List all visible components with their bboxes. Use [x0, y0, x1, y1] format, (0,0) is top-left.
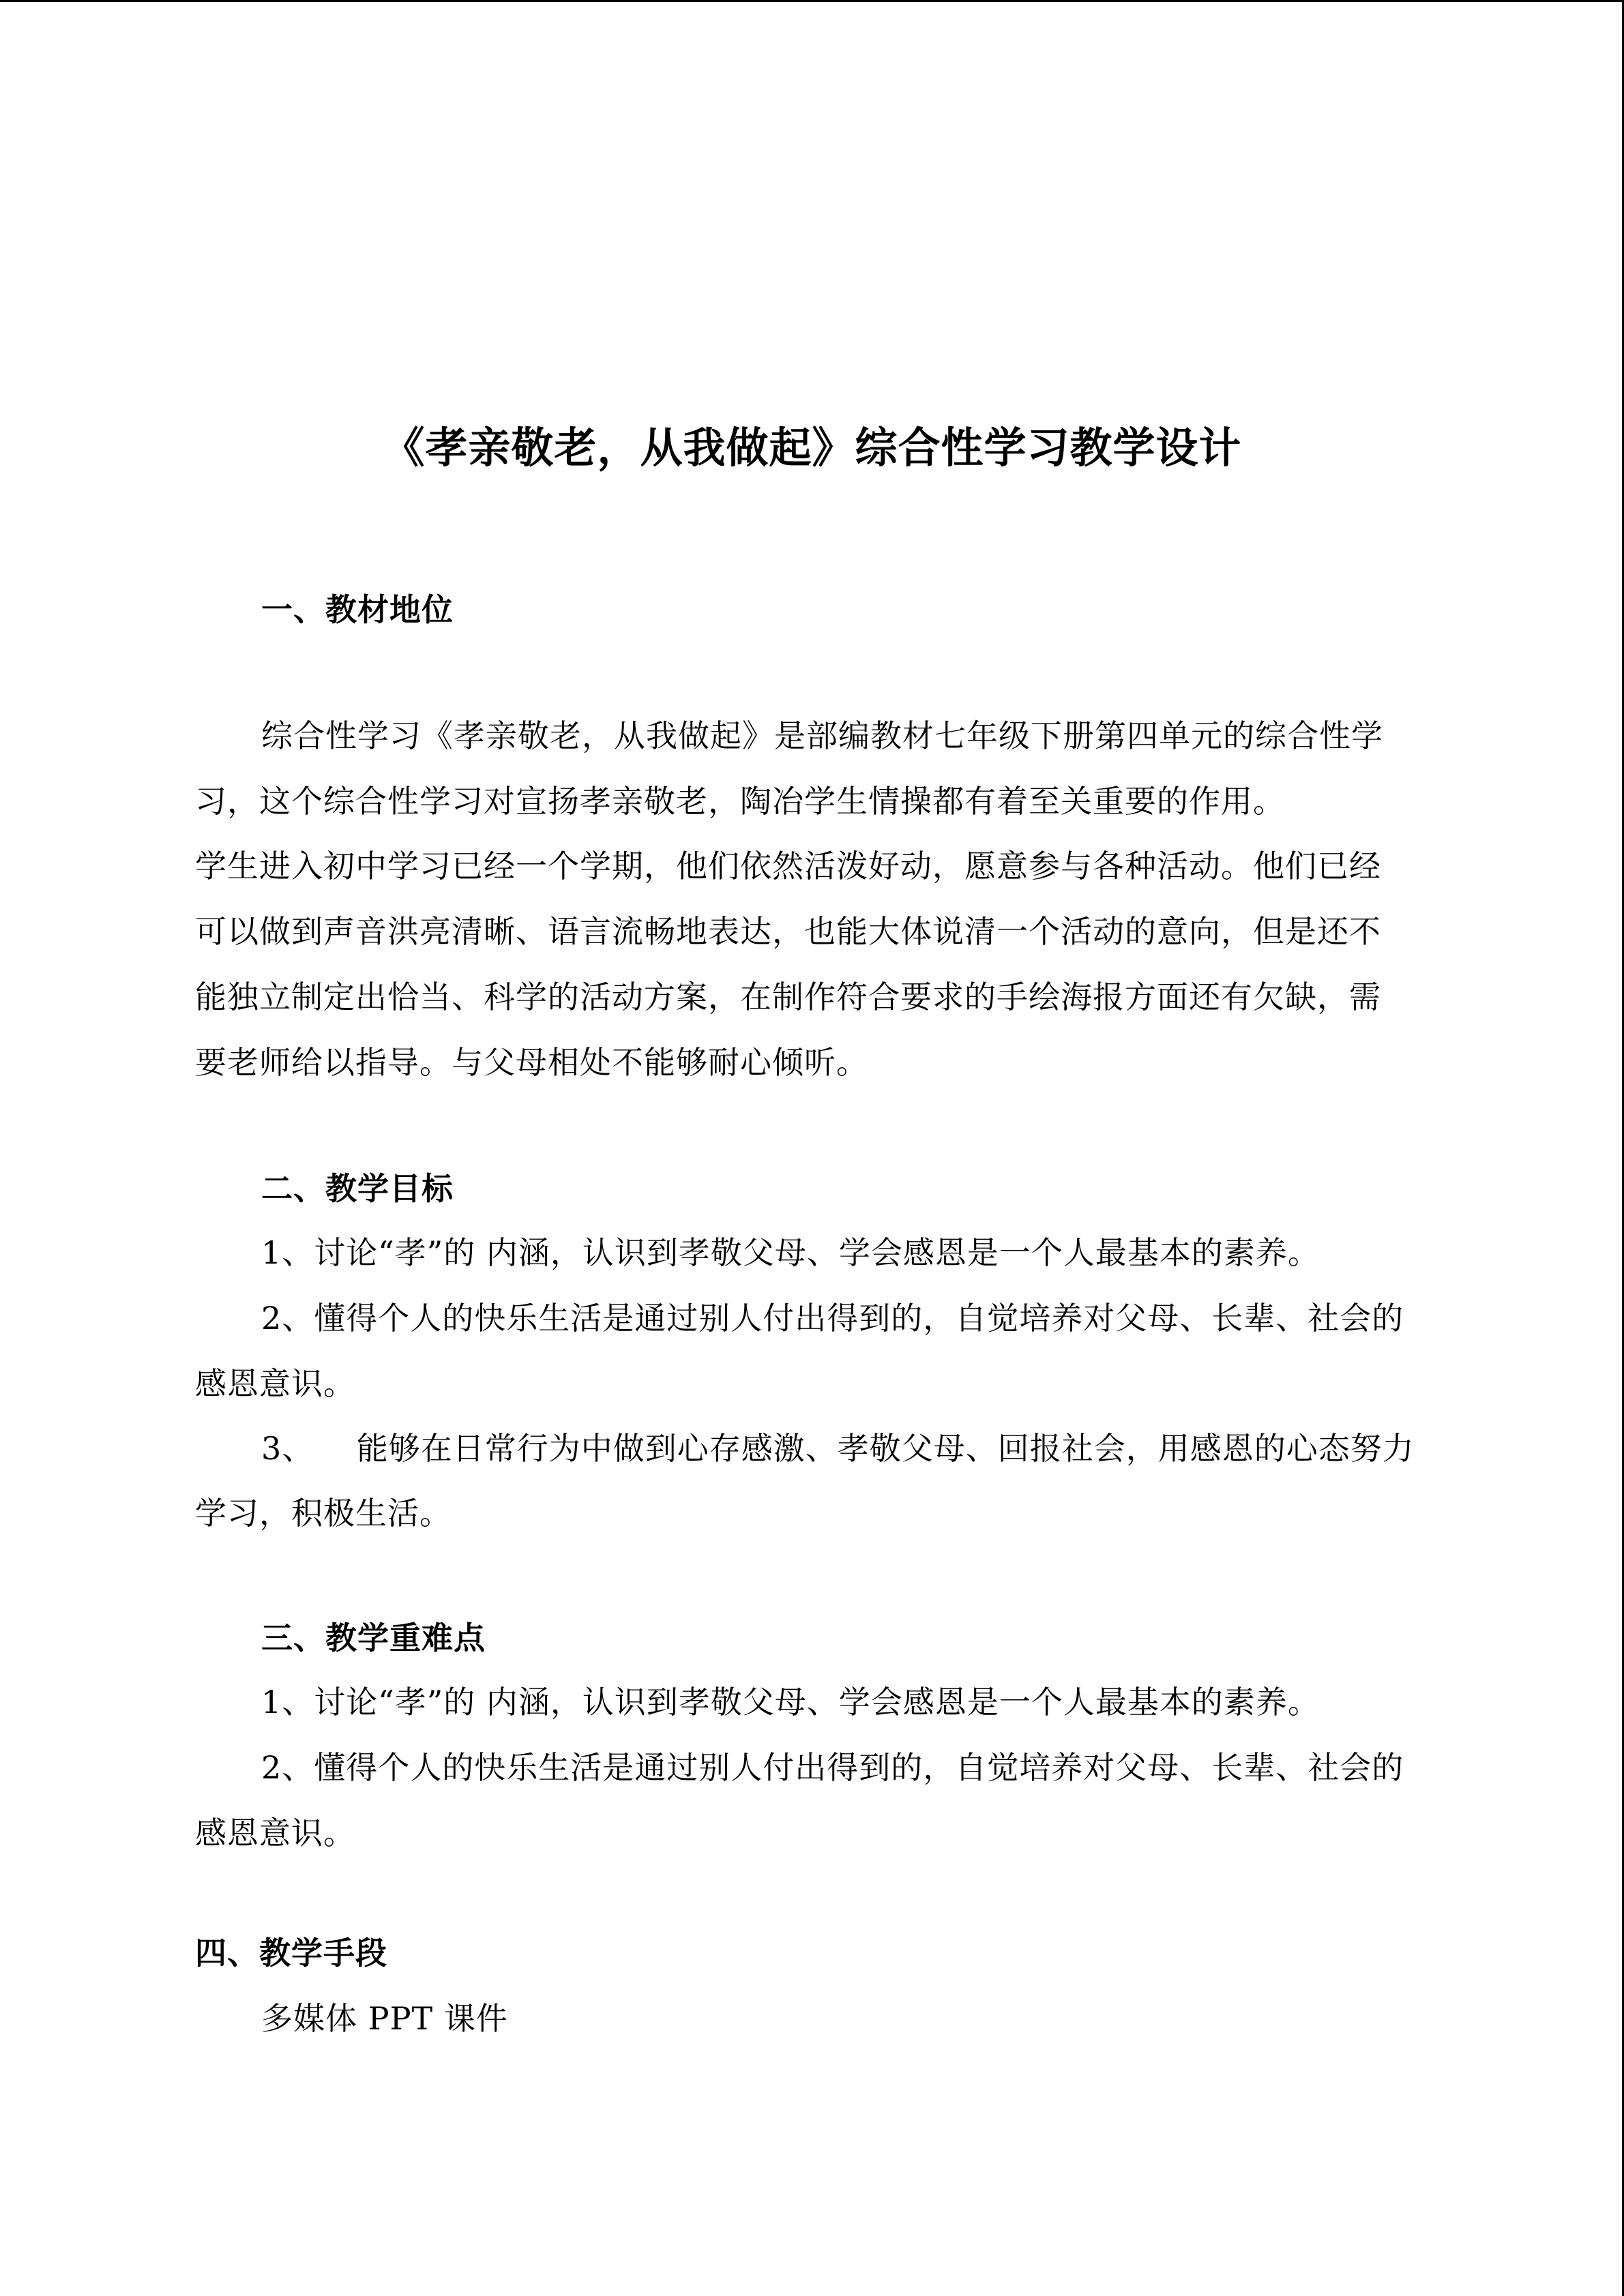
- list-item-continuation: 感恩意识。: [195, 1815, 355, 1851]
- section-heading-key-points: 三、教学重难点: [261, 1620, 486, 1656]
- list-item: 1、讨论“孝”的 内涵，认识到孝敬父母、学会感恩是一个人最基本的素养。: [261, 1234, 1320, 1271]
- list-item: 1、讨论“孝”的 内涵，认识到孝敬父母、学会感恩是一个人最基本的素养。: [261, 1684, 1320, 1720]
- section-heading-objectives: 二、教学目标: [261, 1170, 454, 1207]
- list-item: 2、懂得个人的快乐生活是通过别人付出得到的，自觉培养对父母、长辈、社会的: [261, 1300, 1404, 1337]
- list-item-continuation: 感恩意识。: [195, 1365, 355, 1402]
- document-title: 《孝亲敬老，从我做起》综合性学习教学设计: [382, 423, 1242, 473]
- section-heading-teaching-means: 四、教学手段: [195, 1935, 387, 1971]
- list-item: 3、 能够在日常行为中做到心存感激、孝敬父母、回报社会，用感恩的心态努力: [261, 1430, 1415, 1467]
- paragraph-line: 要老师给以指导。与父母相处不能够耐心倾听。: [195, 1044, 868, 1081]
- paragraph-line: 学生进入初中学习已经一个学期，他们依然活泼好动，愿意参与各种活动。他们已经: [195, 848, 1381, 884]
- paragraph-line: 综合性学习《孝亲敬老，从我做起》是部编教材七年级下册第四单元的综合性学: [261, 717, 1383, 754]
- paragraph-line: 能独立制定出恰当、科学的活动方案，在制作符合要求的手绘海报方面还有欠缺，需: [195, 979, 1381, 1015]
- section-heading-materials: 一、教材地位: [261, 591, 454, 628]
- paragraph-line: 可以做到声音洪亮清晰、语言流畅地表达，也能大体说清一个活动的意向，但是还不: [195, 913, 1381, 950]
- list-item-continuation: 学习，积极生活。: [195, 1495, 452, 1532]
- paragraph-line: 多媒体 PPT 课件: [261, 2000, 508, 2037]
- paragraph-line: 习，这个综合性学习对宣扬孝亲敬老，陶冶学生情操都有着至关重要的作用。: [195, 783, 1285, 820]
- list-item: 2、懂得个人的快乐生活是通过别人付出得到的，自觉培养对父母、长辈、社会的: [261, 1749, 1404, 1786]
